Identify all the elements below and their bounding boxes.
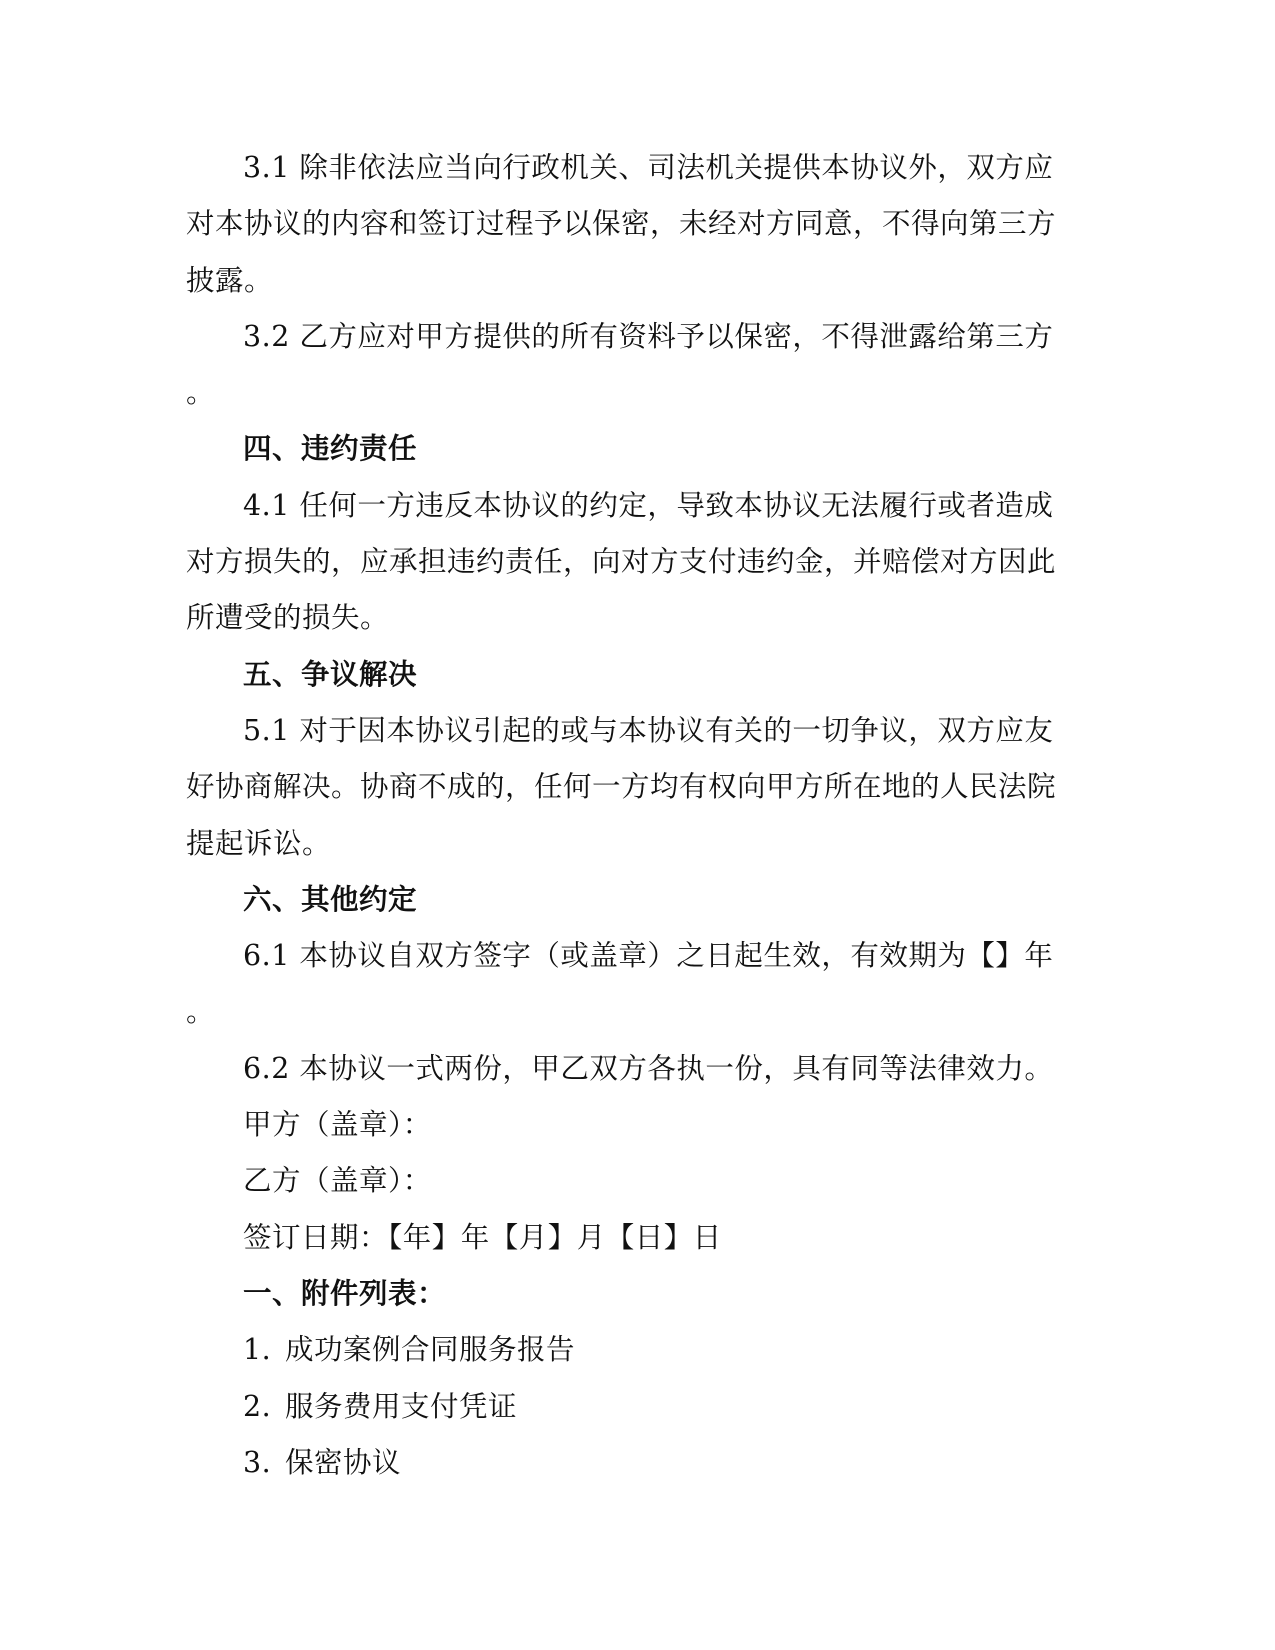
clause-4-1-line-2: 对方损失的，应承担违约责任，向对方支付违约金，并赔偿对方因此 — [186, 545, 1057, 579]
clause-5-1-line-3: 提起诉讼。 — [186, 826, 332, 860]
document-page — [186, 140, 1056, 1491]
clause-3-1-line-1: 3.1 除非依法应当向行政机关、司法机关提供本协议外，双方应 — [243, 151, 1054, 184]
clause-6-1-line-2: 。 — [186, 995, 216, 1029]
list-item-text: 服务费用支付凭证 — [285, 1389, 518, 1423]
clause-3-2-line-1: 3.2 乙方应对甲方提供的所有资料予以保密，不得泄露给第三方 — [243, 319, 1054, 353]
list-item-number: 1. — [243, 1333, 272, 1367]
clause-6-1 — [186, 928, 1056, 1041]
list-item-number: 2. — [243, 1389, 272, 1423]
section-heading-breach: 四、违约责任 — [243, 432, 418, 466]
signing-date: 签订日期：【年】年【月】月【日】日 — [243, 1220, 722, 1254]
clause-6-1-line-1: 6.1 本协议自双方签字（或盖章）之日起生效，有效期为【】年 — [243, 939, 1054, 973]
clause-3-2-line-2: 。 — [186, 376, 216, 410]
list-item-text: 保密协议 — [285, 1445, 402, 1479]
party-a-seal: 甲方（盖章）： — [243, 1108, 432, 1142]
clause-4-1 — [186, 478, 1056, 647]
attachments-heading: 一、附件列表： — [243, 1276, 447, 1310]
attachments-list — [186, 1322, 1056, 1491]
clause-3-1-line-2: 对本协议的内容和签订过程予以保密，未经对方同意，不得向第三方 — [186, 207, 1057, 241]
section-heading-other: 六、其他约定 — [243, 882, 418, 916]
section-heading-dispute: 五、争议解决 — [243, 657, 418, 691]
list-item-number: 3. — [243, 1445, 272, 1479]
clause-5-1 — [186, 703, 1056, 872]
list-item — [186, 1435, 1056, 1491]
party-b-seal: 乙方（盖章）： — [243, 1164, 432, 1198]
clause-4-1-line-1: 4.1 任何一方违反本协议的约定，导致本协议无法履行或者造成 — [243, 488, 1054, 522]
clause-3-2 — [186, 309, 1056, 422]
clause-5-1-line-2: 好协商解决。协商不成的，任何一方均有权向甲方所在地的人民法院 — [186, 770, 1057, 804]
clause-3-1-line-3: 披露。 — [186, 263, 274, 297]
clause-4-1-line-3: 所遭受的损失。 — [186, 601, 390, 635]
list-item — [186, 1322, 1056, 1378]
clause-6-2: 6.2 本协议一式两份，甲乙双方各执一份，具有同等法律效力。 — [243, 1051, 1054, 1085]
clause-3-1 — [186, 140, 1056, 309]
clause-5-1-line-1: 5.1 对于因本协议引起的或与本协议有关的一切争议，双方应友 — [243, 713, 1054, 747]
list-item — [186, 1379, 1056, 1435]
list-item-text: 成功案例合同服务报告 — [285, 1333, 576, 1367]
